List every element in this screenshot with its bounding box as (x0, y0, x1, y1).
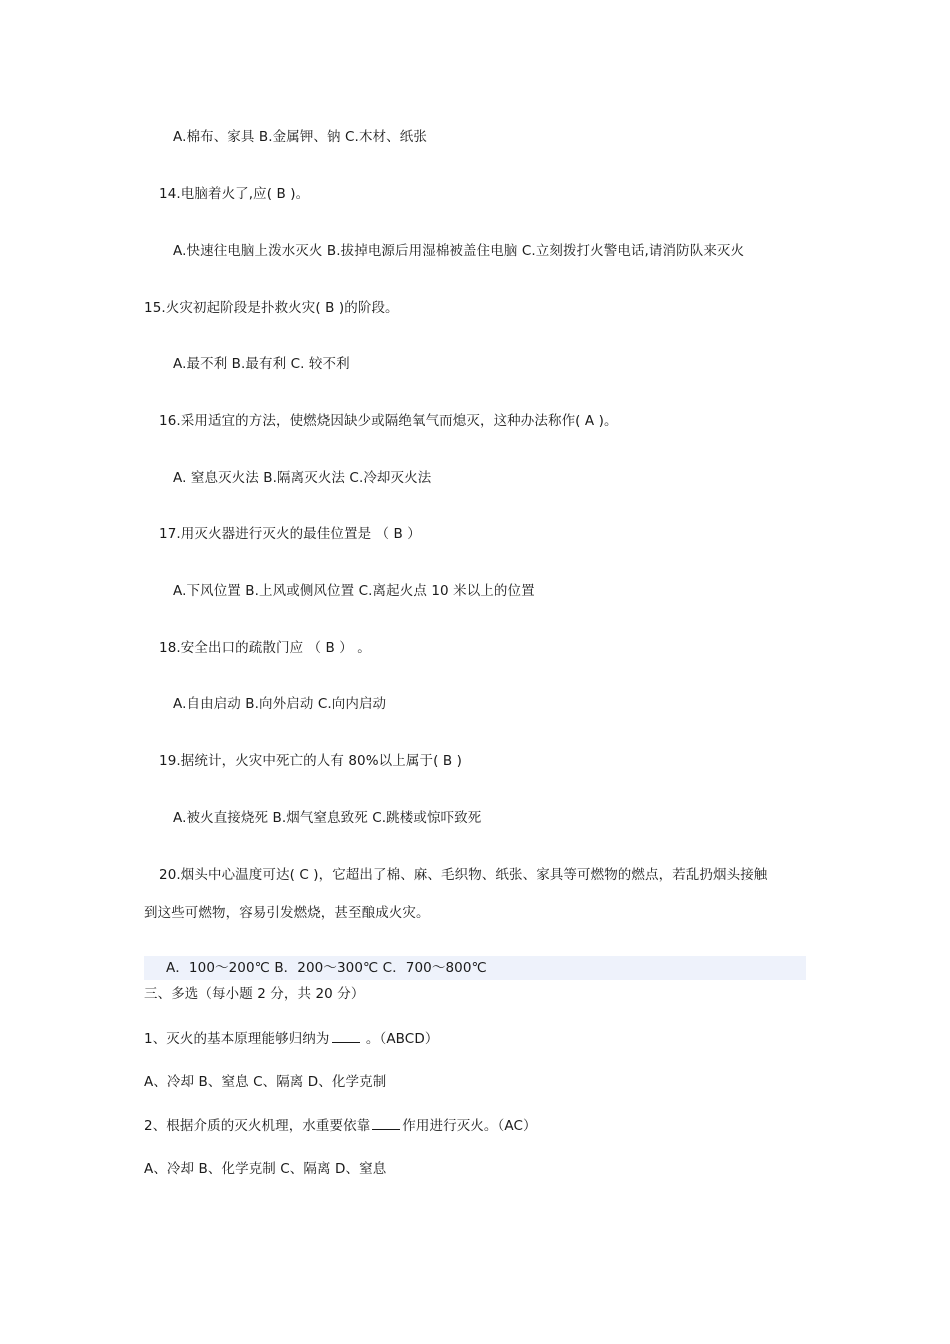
multi-q2 (144, 1115, 537, 1136)
multi-q1 (144, 1028, 438, 1049)
q14-options: A.快速往电脑上泼水灭火 B.拔掉电源后用湿棉被盖住电脑 C.立刻拨打火警电话,请消防队来灭火 (173, 243, 745, 259)
multi-q2-text: 2、根据介质的灭火机理，水重要依靠 (144, 1118, 371, 1134)
multi-q1-blank (332, 1028, 360, 1043)
multi-q2-blank (372, 1115, 400, 1130)
q20-question-line2: 到这些可燃物，容易引发燃烧，甚至酿成火灾。 (144, 905, 430, 921)
multi-q1-text: 1、灭火的基本原理能够归纳为 (144, 1031, 330, 1047)
q13-options: A.棉布、家具 B.金属钾、钠 C.木材、纸张 (173, 129, 427, 145)
multi-q2-options: A、冷却 B、化学克制 C、隔离 D、窒息 (144, 1161, 387, 1177)
section3-heading: 三、多选（每小题 2 分，共 20 分） (144, 986, 365, 1002)
q18-question: 18.安全出口的疏散门应 （ B ） 。 (159, 640, 371, 656)
q15-question: 15.火灾初起阶段是扑救火灾( B )的阶段。 (144, 300, 399, 316)
q20-question-line1: 20.烟头中心温度可达( C )，它超出了棉、麻、毛织物、纸张、家具等可燃物的燃点，若乱扔烟头接触 (159, 867, 768, 883)
multi-q1-options: A、冷却 B、窒息 C、隔离 D、化学克制 (144, 1074, 387, 1090)
q19-options: A.被火直接烧死 B.烟气窒息致死 C.跳楼或惊吓致死 (173, 810, 482, 826)
q16-question: 16.采用适宜的方法，使燃烧因缺少或隔绝氧气而熄灭，这种办法称作( A )。 (159, 413, 618, 429)
q17-question: 17.用灭火器进行灭火的最佳位置是 （ B ） (159, 526, 421, 542)
q20-options: A．100～200℃ B．200～300℃ C．700～800℃ (166, 960, 487, 976)
q16-options: A. 窒息灭火法 B.隔离灭火法 C.冷却灭火法 (173, 470, 432, 486)
q18-options: A.自由启动 B.向外启动 C.向内启动 (173, 696, 387, 712)
q14-question: 14.电脑着火了,应( B )。 (159, 186, 310, 202)
multi-q2-answer: 作用进行灭火。（AC） (402, 1118, 537, 1134)
q19-question: 19.据统计，火灾中死亡的人有 80%以上属于( B ) (159, 753, 462, 769)
q15-options: A.最不利 B.最有利 C. 较不利 (173, 356, 350, 372)
multi-q1-answer: 。（ABCD） (361, 1031, 439, 1047)
q17-options: A.下风位置 B.上风或侧风位置 C.离起火点 10 米以上的位置 (173, 583, 535, 599)
